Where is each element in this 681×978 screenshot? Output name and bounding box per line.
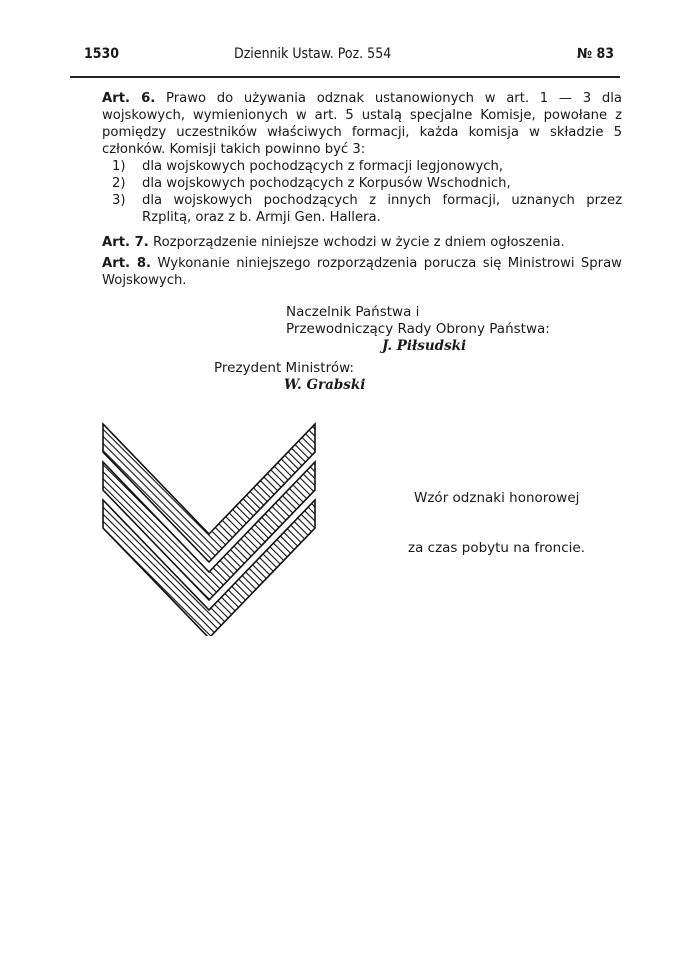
list-item-number: 2) — [112, 176, 126, 191]
issue-number: № 83 — [576, 46, 614, 62]
page-number: 1530 — [84, 46, 120, 62]
pm-signature-block — [214, 360, 365, 394]
list-item — [66, 192, 622, 226]
page-header — [84, 46, 624, 70]
list-item-number: 3) — [112, 193, 126, 208]
article-7-text: Rozporządzenie niniejsze wchodzi w życie z dniem ogłoszenia. — [153, 235, 565, 250]
articles-section — [66, 90, 622, 289]
list-item — [66, 158, 622, 175]
article-6-label: Art. 6. — [102, 91, 156, 106]
article-7 — [66, 234, 622, 251]
list-item-text: dla wojskowych pochodzących z Korpusów Wschodnich, — [142, 176, 511, 191]
header-rule — [70, 76, 620, 78]
article-6 — [66, 90, 622, 158]
journal-title: Dziennik Ustaw. Poz. 554 — [234, 46, 392, 62]
article-8 — [66, 255, 622, 289]
chief-signature-block — [286, 304, 550, 355]
article-7-label: Art. 7. — [102, 235, 149, 250]
commission-list — [66, 158, 622, 226]
figure-caption-line2: za czas pobytu na froncie. — [408, 540, 585, 556]
article-6-text: Prawo do używania odznak ustanowionych w art. 1 — 3 dla wojskowych, wymienionych w art. 5 ustalą specjalne Komisje, powołane z pomiędzy uczestników właściwych formacji, każda komisja w składzie 5 członków. Komisji takich powinno być 3: — [102, 91, 622, 157]
list-item-text: dla wojskowych pochodzących z innych formacji, uznanych przez Rzplitą, oraz z b. Armji Gen. Hallera. — [142, 193, 622, 225]
article-8-label: Art. 8. — [102, 256, 152, 271]
honorary-badge-figure — [98, 418, 320, 636]
pm-name: W. Grabski — [284, 377, 366, 393]
figure-caption-line1: Wzór odznaki honorowej — [414, 490, 580, 506]
pm-title: Prezydent Ministrów: — [214, 360, 354, 376]
list-item — [66, 175, 622, 192]
chief-name: J. Piłsudski — [382, 338, 467, 354]
list-item-text: dla wojskowych pochodzących z formacji legjonowych, — [142, 159, 504, 174]
article-8-text: Wykonanie niniejszego rozporządzenia porucza się Ministrowi Spraw Wojskowych. — [102, 256, 622, 288]
chief-title-line1: Naczelnik Państwa i — [286, 304, 420, 320]
chief-title-line2: Przewodniczący Rady Obrony Państwa: — [286, 321, 550, 337]
list-item-number: 1) — [112, 159, 126, 174]
